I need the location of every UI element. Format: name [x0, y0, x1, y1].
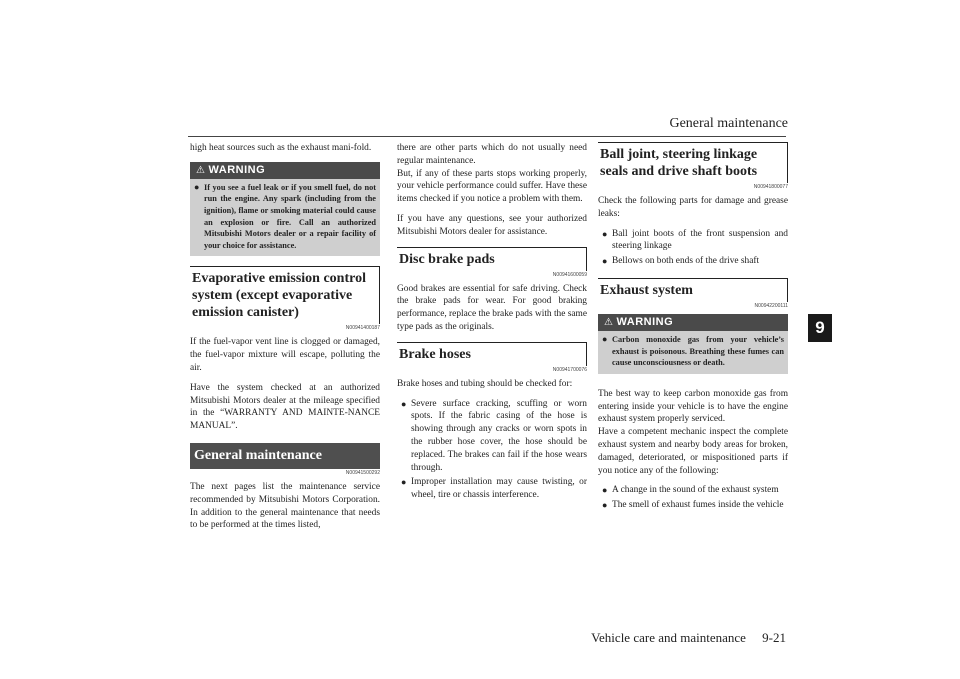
- section-general-maintenance: [190, 443, 380, 469]
- page-footer: Vehicle care and maintenance 9-21: [591, 630, 786, 645]
- col2-paragraph-2: But, if any of these parts stops working properly, your vehicle performance could suffer. Have these items checked if you notice a problem with them.: [397, 168, 587, 205]
- section-title-evaporative: Evaporative emission control system (except evaporative emission canister): [190, 267, 380, 324]
- warning-triangle-icon: ⚠: [196, 164, 206, 176]
- header-rule: [188, 136, 786, 137]
- section-title-brake-hoses: Brake hoses: [397, 343, 587, 366]
- section-evaporative: [190, 266, 380, 324]
- list-item-text: Improper installation may cause twisting, or wheel, tire or chassis interference.: [411, 477, 587, 501]
- section-code: N00942200111: [754, 302, 788, 309]
- section-title-general-maintenance: General maintenance: [190, 443, 380, 469]
- list-item: [602, 228, 788, 254]
- bullet-dot-icon: ●: [602, 500, 608, 511]
- bullet-dot-icon: ●: [602, 256, 608, 267]
- col2-paragraph-3: If you have any questions, see your authorized Mitsubishi Motors dealer for assistance.: [397, 213, 587, 237]
- warning-box-exhaust: [598, 314, 788, 374]
- warning-header: [598, 314, 788, 331]
- list-item: [602, 499, 788, 512]
- section-title-disc-brake-pads: Disc brake pads: [397, 248, 587, 271]
- section-code: N00941600059: [552, 271, 587, 278]
- section-title-exhaust-system: Exhaust system: [598, 279, 788, 302]
- exhaust-paragraph-2: Have a competent mechanic inspect the complete exhaust system and nearby body areas for broken, damaged, deteriorated, or mispositioned parts if you notice any of the following:: [598, 427, 788, 476]
- evap-paragraph-2: Have the system checked at an authorized Mitsubishi Motors dealer at the mileage specified in the “WARRANTY AND MAINTE-NANCE MANUAL”.: [190, 382, 380, 432]
- bullet-dot-icon: ●: [401, 477, 407, 488]
- chapter-tab: 9: [808, 314, 832, 342]
- intro-paragraph: high heat sources such as the exhaust mani-fold.: [190, 143, 372, 153]
- bullet-dot-icon: ●: [401, 398, 407, 409]
- warning-text: If you see a fuel leak or if you smell fuel, do not run the engine. Any spark (including from the ignition), flame or smoking material could cause an explosion or fire. Call an authorized Mitsubishi Motors dealer or a repair facility of your choice for assistance.: [204, 182, 376, 250]
- bullet-dot-icon: ●: [602, 333, 608, 344]
- column-2: [397, 142, 587, 504]
- list-item: [602, 484, 788, 497]
- list-item: [401, 476, 587, 502]
- warning-header: [190, 162, 380, 179]
- disc-paragraph-1: Good brakes are essential for safe driving. Check the brake pads for wear. For good braking performance, replace the brake pads with the same type pads as the originals.: [397, 283, 588, 332]
- section-code: N00941800077: [753, 184, 788, 190]
- hoses-paragraph-1: Brake hoses and tubing should be checked for:: [397, 378, 573, 389]
- section-disc-brake-pads: [397, 247, 587, 271]
- warning-text: Carbon monoxide gas from your vehicle’s exhaust is poisonous. Breathing these fumes can cause unconsciousness or death.: [612, 334, 784, 368]
- list-item: [602, 255, 788, 268]
- bullet-dot-icon: ●: [602, 228, 608, 239]
- warning-item: [602, 334, 784, 369]
- section-ball-joint: [598, 142, 788, 183]
- gm-paragraph-1: The next pages list the maintenance service recommended by Mitsubishi Motors Corporation. In addition to the general maintenance that needs to be performed at the times listed,: [190, 481, 380, 531]
- ball-paragraph-1: Check the following parts for damage and grease leaks:: [598, 196, 788, 219]
- col2-paragraph-1: there are other parts which do not usually need regular maintenance.: [397, 143, 587, 166]
- list-item-text: Ball joint boots of the front suspension and steering linkage: [612, 228, 788, 252]
- warning-triangle-icon: ⚠: [604, 316, 614, 328]
- bullet-dot-icon: ●: [194, 181, 200, 192]
- warning-body: [190, 179, 380, 252]
- section-code: N00941700076: [552, 366, 587, 373]
- warning-item: [194, 182, 376, 252]
- column-3: [598, 142, 788, 514]
- section-code: N00941500292: [345, 469, 380, 476]
- section-exhaust-system: [598, 278, 788, 302]
- list-item-text: Severe surface cracking, scuffing or worn spots. If the fabric casing of the hose is showing through any cracks or worn spots in the rubber hose cover, the hose should be replaced. The brakes can fail if the hose wears through.: [411, 398, 587, 473]
- bullet-dot-icon: ●: [602, 485, 608, 496]
- evap-paragraph-1: If the fuel-vapor vent line is clogged or damaged, the fuel-vapor mixture will escape, polluting the air.: [190, 337, 380, 373]
- section-code: N00941400187: [345, 325, 380, 332]
- warning-label: WARNING: [208, 164, 266, 177]
- warning-box-fuel: [190, 162, 380, 257]
- exhaust-paragraph-1: The best way to keep carbon monoxide gas from entering inside your vehicle is to have the engine exhaust system properly serviced.: [598, 388, 788, 425]
- list-item-text: A change in the sound of the exhaust system: [612, 485, 779, 496]
- section-brake-hoses: [397, 342, 587, 366]
- warning-body: [598, 331, 788, 369]
- section-title-ball-joint: Ball joint, steering linkage seals and drive shaft boots: [598, 143, 788, 183]
- list-item-text: Bellows on both ends of the drive shaft: [612, 256, 760, 267]
- list-item: [401, 398, 587, 475]
- warning-label: WARNING: [616, 316, 674, 329]
- column-1: [190, 142, 380, 539]
- list-item-text: The smell of exhaust fumes inside the vehicle: [612, 500, 784, 511]
- page-header-title: General maintenance: [669, 116, 788, 131]
